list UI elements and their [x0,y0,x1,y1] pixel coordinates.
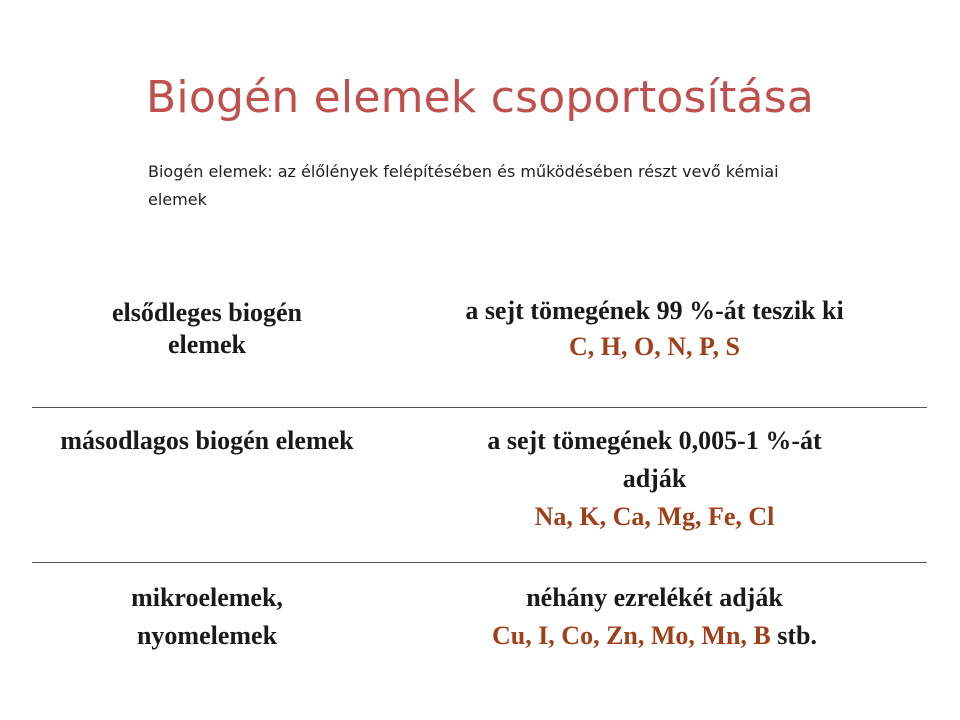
category-cell: másodlagos biogén elemek [60,426,354,455]
category-cell: mikroelemek, nyomelemek [131,583,283,650]
biogenic-elements-table [32,285,927,655]
description-text: a sejt tömegének 0,005-1 %-át adják [487,426,822,493]
table-row [32,285,927,408]
table-row [32,408,927,563]
page-title: Biogén elemek csoportosítása [146,72,814,123]
description-text: néhány ezrelékét adják [526,583,783,612]
description-text: a sejt tömegének 99 %-át teszik ki [465,296,844,325]
definition-text: Biogén elemek: az élőlények felépítésében és működésében részt vevő kémiai elemek [148,162,779,209]
table-row [32,563,927,655]
description-cell [382,285,927,365]
description-cell [382,422,927,536]
element-suffix: stb. [770,621,818,650]
element-list: C, H, O, N, P, S [569,332,740,361]
description-cell [382,579,927,655]
element-list: Cu, I, Co, Zn, Mo, Mn, B [491,621,771,650]
category-cell: elsődleges biogén elemek [112,298,302,359]
element-list: Na, K, Ca, Mg, Fe, Cl [534,502,775,531]
